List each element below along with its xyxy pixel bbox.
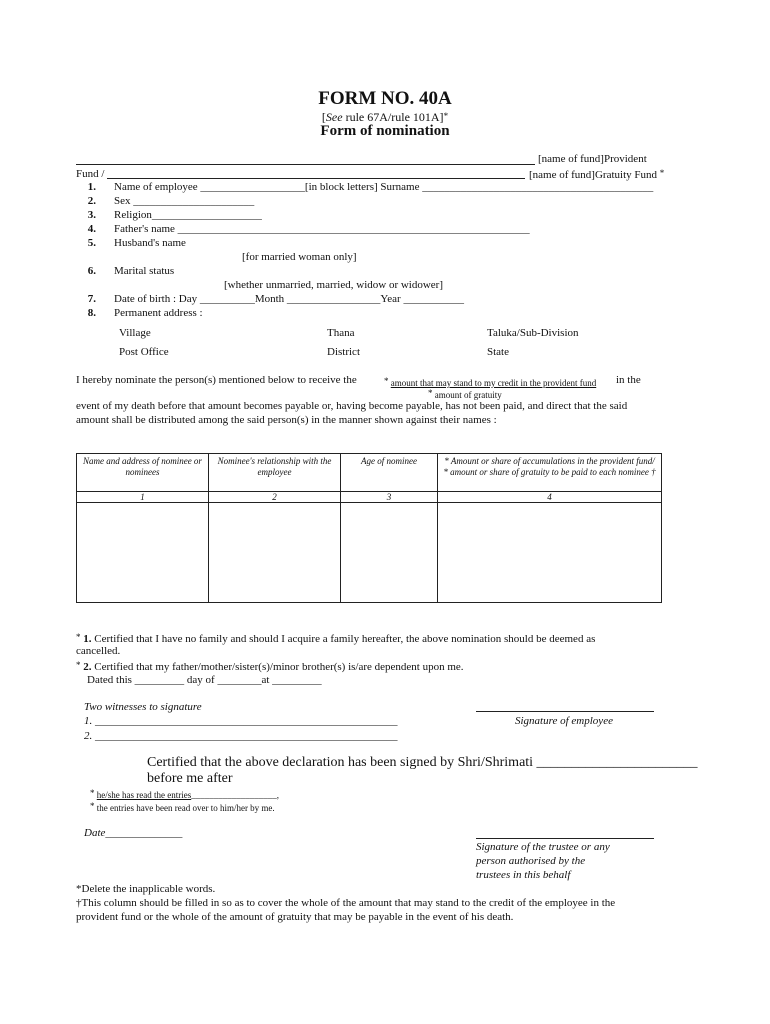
col-header-age: Age of nominee [341, 454, 438, 492]
field-7-num: 7. [87, 293, 96, 305]
fund-prefix: Fund / [76, 168, 105, 180]
col-header-amount: * Amount or share of accumulations in the provident fund/ * amount or share of gratuity to be paid to each nominee † [438, 454, 662, 492]
nominee-name-cell[interactable] [77, 503, 209, 603]
field-religion[interactable] [76, 209, 262, 222]
nominee-table-header [77, 454, 662, 492]
field-5-num: 5. [87, 237, 96, 249]
address-thana[interactable]: Thana [327, 327, 355, 339]
field-7-label: Date of birth : Day __________Month _________________Year ___________ [114, 293, 464, 305]
trustee-signature-label-1: Signature of the trustee or any [476, 841, 610, 853]
dated-line[interactable]: Dated this _________ day of ________at _________ [87, 674, 322, 686]
footnote-column-1: †This column should be filled in so as to cover the whole of the amount that may stand to the credit of the employee in the [76, 897, 616, 909]
date-label: Date [84, 827, 106, 839]
field-1-num: 1. [87, 181, 96, 193]
trustee-signature-label-2: person authorised by the [476, 855, 586, 867]
nominee-age-cell[interactable] [341, 503, 438, 603]
address-state[interactable]: State [487, 346, 509, 358]
nominate-in-the: in the [616, 374, 641, 386]
nominate-line-3: amount shall be distributed among the said person(s) in the manner shown against their names : [76, 414, 497, 426]
col-header-name: Name and address of nominee or nominees [77, 454, 209, 492]
field-6-label: Marital status [114, 265, 175, 277]
field-2-label: Sex ______________________ [114, 195, 255, 207]
cert-2-text: Certified that my father/mother/sister(s)/minor brother(s) is/are dependent upon me. [91, 661, 464, 673]
fund-gratuity-label [529, 167, 664, 182]
field-permanent-address [76, 307, 203, 320]
col-number-1: 1 [77, 492, 209, 503]
fund-provident-label: [name of fund]Provident [538, 153, 647, 165]
col-header-relationship: Nominee's relationship with the employee [209, 454, 341, 492]
footnote-column-2: provident fund or the whole of the amount of gratuity that may be payable in the event of his death. [76, 911, 514, 923]
rule-text: rule 67A/rule 101A] [342, 110, 444, 124]
certification-1-cont: cancelled. [76, 645, 121, 657]
certification-1 [76, 631, 595, 646]
field-marital-note: [whether unmarried, married, widow or widower] [224, 279, 444, 291]
field-marital-status[interactable] [76, 265, 174, 278]
employee-signature-line[interactable] [476, 711, 654, 712]
nominee-table-numbers [77, 492, 662, 503]
field-father-name[interactable] [76, 223, 530, 236]
field-4-label: Father's name ________________________________________________________________ [114, 223, 530, 235]
declaration-line-2: before me after [147, 771, 233, 786]
nominate-intro: I hereby nominate the person(s) mentioned below to receive the [76, 374, 357, 386]
field-3-label: Religion____________________ [114, 209, 262, 221]
trustee-signature-line[interactable] [476, 838, 654, 839]
form-number: FORM NO. 40A [318, 88, 452, 109]
decl-opt-1-star: * [90, 788, 95, 798]
nominee-table [76, 453, 662, 603]
footnote-delete: *Delete the inapplicable words. [76, 883, 216, 895]
decl-opt-1-tail: ___________________, [191, 790, 279, 800]
declaration-option-1 [90, 788, 279, 801]
rule-star: * [443, 111, 449, 121]
cert-2-star: * [76, 660, 81, 670]
address-post-office[interactable]: Post Office [119, 346, 169, 358]
decl-opt-2-text: the entries have been read over to him/her by me. [96, 803, 275, 813]
nominate-option-1-text: amount that may stand to my credit in the provident fund [390, 378, 597, 388]
nominee-relationship-cell[interactable] [209, 503, 341, 603]
date-field[interactable] [84, 827, 182, 840]
nominate-option-2-text: amount of gratuity [434, 390, 502, 400]
cert-1-num: 1. [83, 633, 92, 645]
decl-opt-2-star: * [90, 801, 95, 811]
field-8-num: 8. [87, 307, 96, 319]
field-1-label: Name of employee ___________________[in block letters] Surname __________________________________________ [114, 181, 654, 193]
witnesses-heading: Two witnesses to signature [84, 701, 202, 713]
cert-1-star: * [76, 632, 81, 642]
field-8-label: Permanent address : [114, 307, 203, 319]
address-village[interactable]: Village [119, 327, 151, 339]
field-employee-name[interactable] [76, 181, 653, 194]
date-blank: ______________ [105, 827, 183, 839]
field-sex[interactable] [76, 195, 254, 208]
address-district[interactable]: District [327, 346, 360, 358]
certification-2 [76, 659, 464, 674]
employee-signature-label: Signature of employee [515, 715, 613, 727]
witness-1-line[interactable]: 1. _______________________________________________________ [84, 715, 398, 727]
col-number-2: 2 [209, 492, 341, 503]
field-5-label: Husband's name [114, 237, 186, 249]
nominate-option-1-star: * [384, 376, 389, 386]
page-title: Form of nomination [320, 123, 450, 139]
fund-gratuity-blank[interactable] [107, 178, 525, 179]
trustee-signature-label-3: trustees in this behalf [476, 869, 571, 881]
col-number-4: 4 [438, 492, 662, 503]
decl-opt-1-text: he/she has read the entries [96, 790, 192, 800]
nominate-option-2-star: * [428, 388, 433, 398]
fund-gratuity-star: * [659, 168, 665, 178]
field-husband-note: [for married woman only] [242, 251, 357, 263]
col-number-3: 3 [341, 492, 438, 503]
fund-gratuity-text: [name of fund]Gratuity Fund [529, 169, 657, 181]
fund-provident-blank[interactable] [76, 164, 535, 165]
cert-1-text: Certified that I have no family and should I acquire a family hereafter, the above nomination should be deemed as [91, 633, 596, 645]
table-row [77, 503, 662, 603]
field-4-num: 4. [87, 223, 96, 235]
cert-2-num: 2. [83, 661, 92, 673]
field-2-num: 2. [87, 195, 96, 207]
field-3-num: 3. [87, 209, 96, 221]
witness-2-line[interactable]: 2. _______________________________________________________ [84, 730, 398, 742]
rule-see: See [325, 110, 343, 124]
field-6-num: 6. [87, 265, 96, 277]
declaration-option-2 [90, 801, 275, 814]
address-taluka[interactable]: Taluka/Sub-Division [487, 327, 579, 339]
field-date-of-birth[interactable] [76, 293, 464, 306]
field-husband-name[interactable] [76, 237, 186, 250]
nominee-amount-cell[interactable] [438, 503, 662, 603]
declaration-line-1: Certified that the above declaration has been signed by Shri/Shrimati _______________________ [147, 755, 698, 770]
nominate-line-2: event of my death before that amount becomes payable or, having become payable, has not been paid, and direct that the said [76, 400, 628, 412]
rule-open-bracket: [ [321, 110, 326, 124]
